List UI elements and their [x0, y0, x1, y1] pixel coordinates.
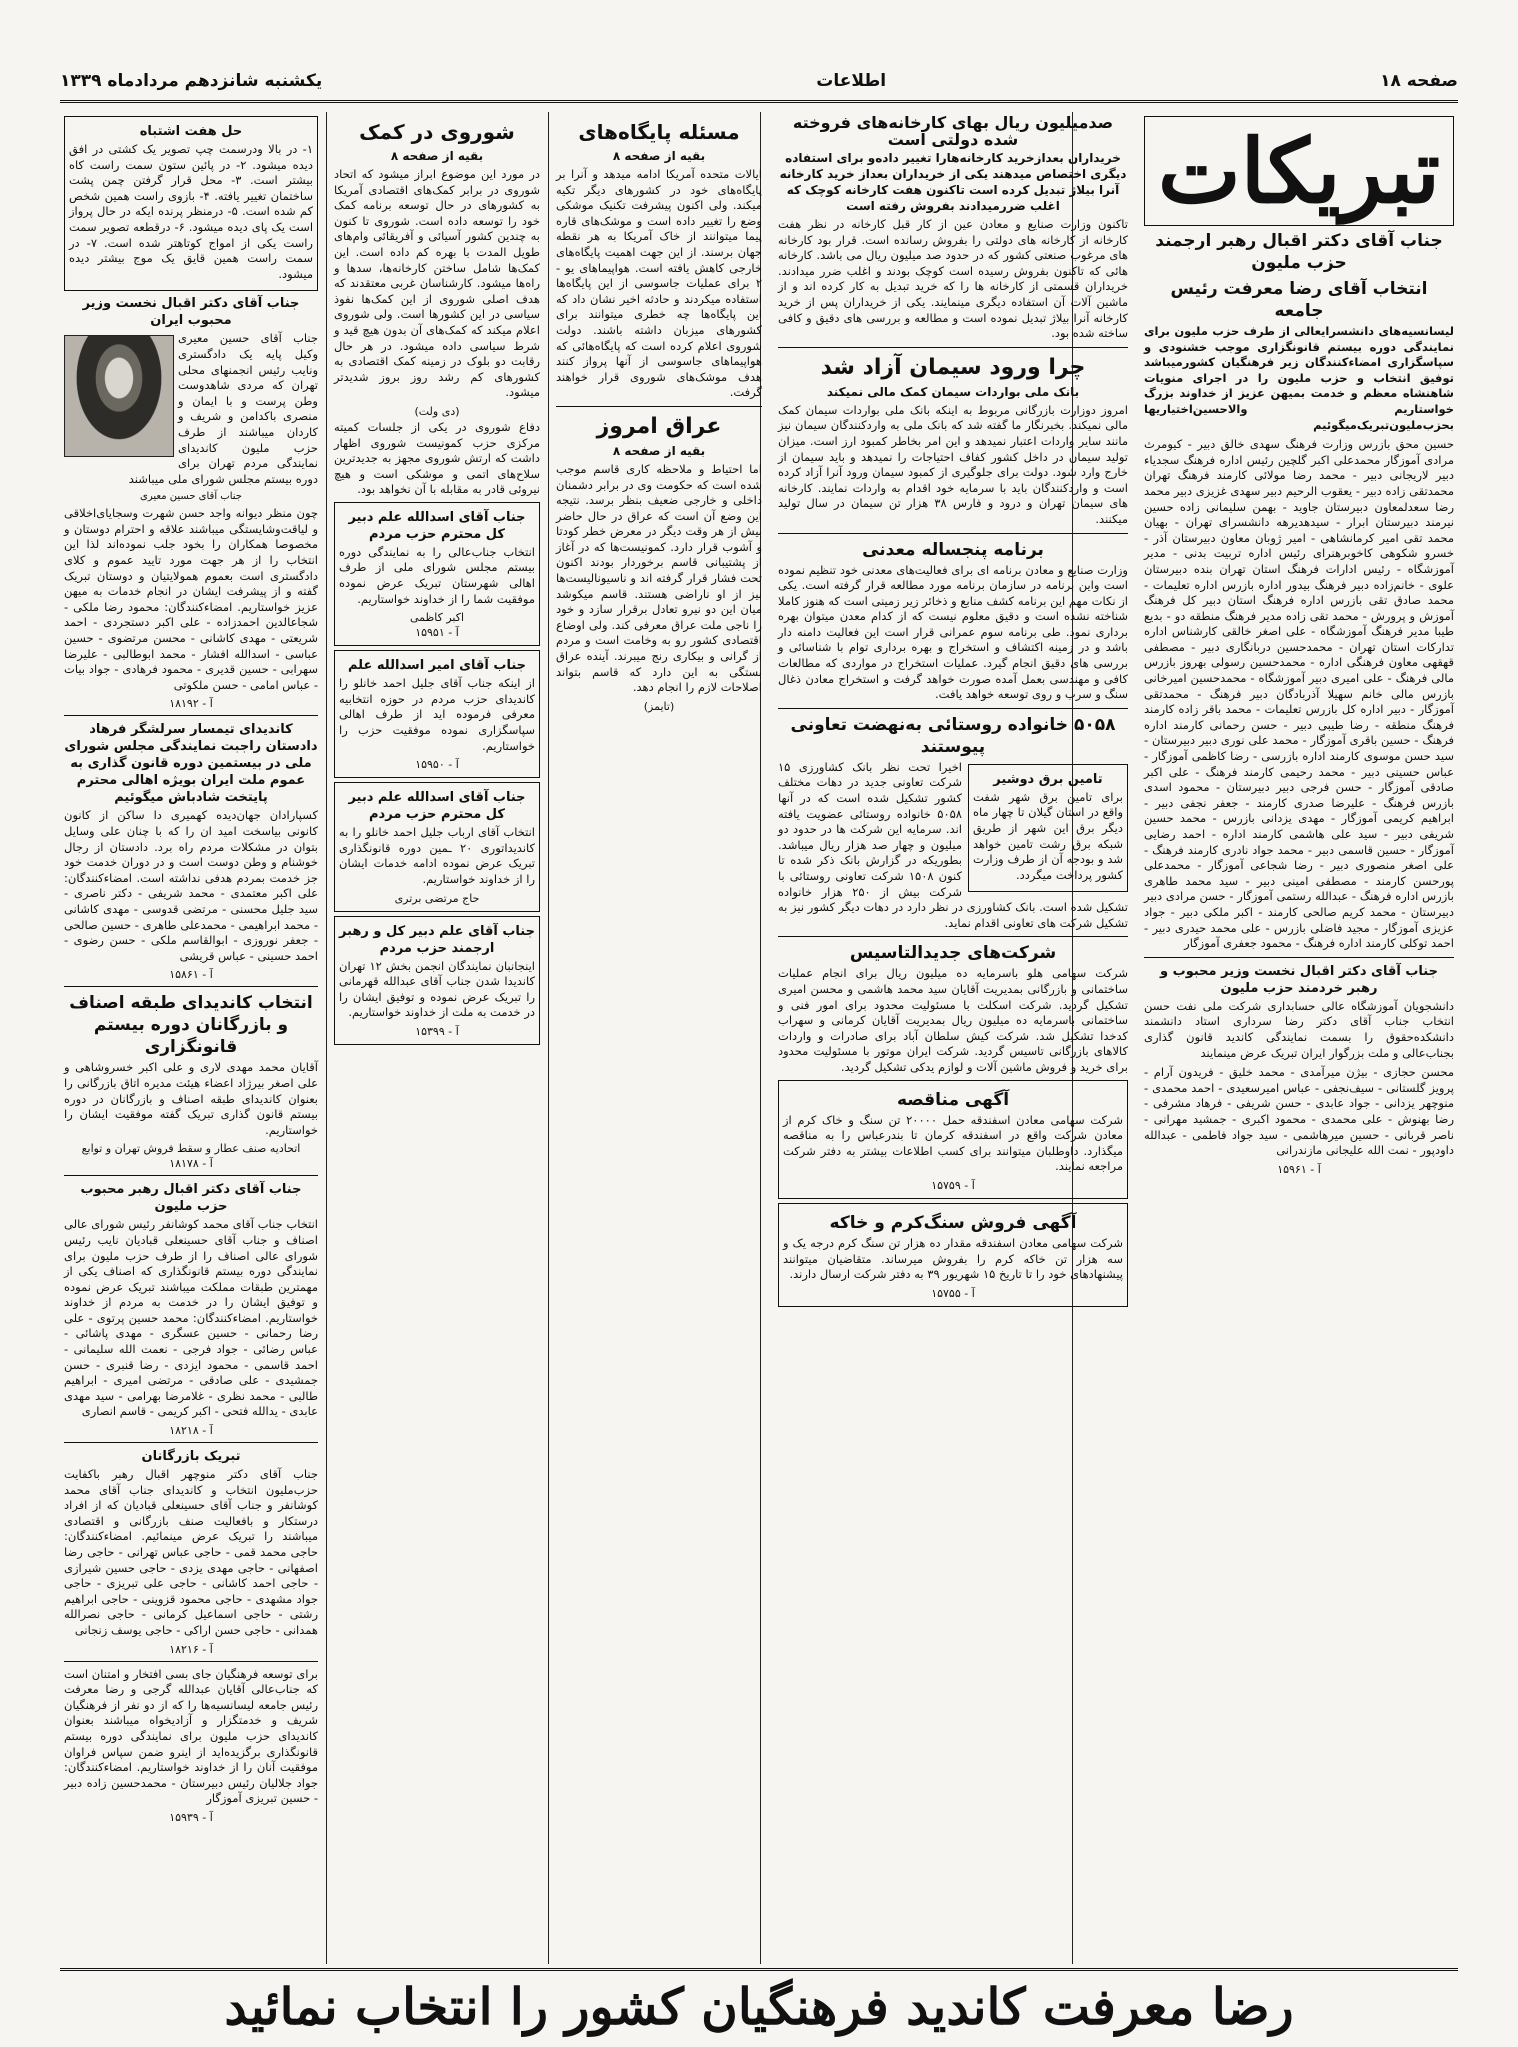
news-box — [968, 764, 1128, 893]
section-rule — [64, 1442, 318, 1443]
section-rule — [64, 986, 318, 987]
article-text: جناب آقای دکتر منوچهر اقبال رهبر باکفایت حزب‌ملیون انتخاب و کاندیدای جناب آقای محمد کوشانفر و جناب آقای حسینعلی قبادیان که از افراد درستکار و بافعالیت صنف بازرگانی و اقتصادی میباشند را تبریک عرض مینمائیم. امضاءکنندگان: حاجی محمد قمی - حاجی عباس تهرانی - حاجی رضا اصفهانی - حاجی مهدی یزدی - حاجی حسین شیرازی - حاجی احمد کاشانی - حاجی علی تبریزی - حاجی جواد مشهدی - حاجی محمود قزوینی - حاجی ابراهیم رشتی - حاجی اسماعیل کرمانی - حاجی نصرالله همدانی - حاجی حسن اراکی - حاجی یوسف زنجانی — [64, 1467, 318, 1637]
box-title: جناب آقای اسدالله علم دبیر کل محترم حزب مردم — [348, 509, 526, 542]
ad-code: آ - ۱۸۱۹۲ — [169, 697, 213, 711]
article-text: دفاع شوروی در یکی از جلسات کمیته مرکزی حزب کمونیست شوروی اظهار داشت که ارتش شوروی مجهز به جدیدترین سلاح‌های اتمی و موشکی است و هیچ نیروئی قادر به مقابله با آن نخواهد بود. — [334, 419, 540, 497]
article-text: چون منظر دیوانه واجد حسن شهرت وسجایای‌اخلاقی و لیاقت‌وشایستگی میباشند علاقه و احترام دوستان و مخصوصا همکاران را بخود جلب نموده‌اند لذا این انتخاب را از هر جهت مورد تایید عموم و کلای دادگستری است بعموم همولایتیان و دوستان تبریک گفته و از پیشرفت ایشان در انجام خدمات به میهن عزیز خواستاریم. امضاءکنندگان: محمود رضا ملکی - شجاعالدین احمدزاده - علی اکبر دستجردی - احمد شریعتی - مهدی کاشانی - محسن مرتضوی - حسین عباسی - اسدالله افشار - محمد ابوطالبی - علیرضا سهرابی - حسین قدیری - محمود فرهادی - جواد بیات - عباس امامی - حسن ملکوتی — [64, 506, 318, 692]
portrait-photo — [64, 335, 174, 457]
column-congratulations — [1140, 112, 1458, 1964]
article-text: در مورد این موضوع ابراز میشود که اتحاد شوروی در برابر کمک‌های اقتصادی آمریکا به کشورهای در حال توسعه برنامه کمک خود را توسعه داده است. شوروی تا کنون به چندین کشور آسیائی و آفریقائی وام‌های طویل المدت با بهره کم داده است. این کمک‌ها شامل ساختن کارخانه‌ها، سدها و راه‌ها میشود. کارشناسان غربی معتقدند که هدف اصلی شوروی از این کمک‌ها نفوذ سیاسی در این کشورها است. ولی شوروی اعلام میکند که کمک‌های آن بدون هیچ قید و شرط سیاسی داده میشود. در هر حال رقابت دو بلوک در زمینه کمک اقتصادی به کشورهای کم رشد روز بروز شدیدتر میشود. — [334, 167, 540, 400]
headline: چرا ورود سیمان آزاد شد — [820, 354, 1086, 380]
ad-code: آ - ۱۵۷۵۹ — [931, 1178, 975, 1192]
ad-title: آگهی مناقصه — [896, 1089, 1010, 1110]
article-text: دانشجویان آموزشگاه عالی حسابداری شرکت ملی نفت حسن انتخاب جناب آقای دکتر رضا سرداری استاد دانشمند دانشکده‌حقوق را بسمت نمایندگی کاندید قانون گذاری بجناب‌عالی و ملت بزرگوار ایران تبریک عرض مینمایند — [1144, 998, 1454, 1060]
article-text: شرکت سهامی هلو باسرمایه ده میلیون ریال برای انجام عملیات ساختمانی و بازرگانی بمدیریت آقایان سید محمد هاشمی و محسن امیری تشکیل گردید. شرکت اسکلت با مسئولیت محدود برای امور فنی و ساختمانی باسرمایه ده میلیون ریال بمدیریت آقایان کرمانی و سهراب کدخدا تشکیل شد. شرکت کیش سلطان آباد برای صادرات و واردات کالاهای بازرگانی تاسیس گردید. شرکت ایران موتور با مسئولیت محدود برای خرید و فروش ماشین آلات و لوازم یدکی تشکیل گردید. — [778, 966, 1128, 1074]
ad-code: آ - ۱۵۳۹۹ — [415, 1024, 459, 1038]
headline: کاندیدای تیمسار سرلشگر فرهاد دادستان راجبت نمایندگی مجلس شورای ملی در بیستمین دوره قانون گذاری به عموم ملت ایران بویژه اهالی محترم پایتخت شادباش میگوئیم — [64, 722, 318, 806]
column-soviet — [330, 112, 544, 1964]
header-rule — [60, 100, 1458, 103]
subheadline: بقیه از صفحه ۸ — [612, 149, 706, 163]
section-rule — [64, 715, 318, 716]
footer-rule — [60, 1968, 1458, 1971]
congrats-box — [334, 916, 540, 1045]
article-text: برای توسعه فرهنگیان جای بسی افتخار و امتنان است که جناب‌عالی آقایان عبدالله گرجی و رضا معرفت رئیس جامعه لیسانسیه‌ها را که از دو نفر از فرهنگیان شریف و خدمتگزار و آزادیخواه میباشند بعنوان کاندیدای حزب ملیون برای نمایندگی دوره بیستم قانونگذاری برگزیده‌اید از اینرو ضمن سپاس فراوان موفقیت آنان را از خداوند خواستاریم. امضاءکنندگان: جواد جلالیان رئیس دبیرستان - محمدحسین زاده دبیر - حسین تبریزی آموزگار — [64, 1666, 318, 1806]
article-text: محسن حجازی - بیژن میرآمدی - محمد خلیق - فریدون آرام - پرویز گلستانی - سیف‌نجفی - عباس امیرسعیدی - احمد محمدی - منوچهر یزدانی - جواد عابدی - حسن شریفی - فرهاد مشرفی - رضا بهنوش - علی محمدی - محمود اکبری - جمشید مهرانی - ناصر قربانی - حسین میرهاشمی - سید جواد فاطمی - عبدالله داودپور - نمت الله علیجانی مازندرانی — [1144, 1065, 1454, 1158]
subheadline: بقیه از صفحه ۸ — [390, 149, 484, 163]
ad-code: آ - ۱۸۲۱۸ — [169, 1424, 213, 1438]
box-text: ۱- در بالا ودرسمت چپ تصویر یک کشتی در افق دیده میشود. ۲- در پائین ستون سمت راست کاه بیشتر است. ۳- محل قرار گرفتن چمن پشت ساختمان تغییر یافته. ۴- بازوی راست همین شخص کم شده است. ۵- درمنظر پرنده ایکه در حال پرواز است یک پای دیده میشود. ۶- درقطعه تصویر سمت راست یکی از امواج کوتاهتر شده است. ۷- در سمت راست همین قایق یک موج بیشتر دیده میشود. — [69, 142, 314, 281]
ad-text: شرکت سهامی معادن اسفندقه حمل ۲۰۰۰۰ تن سنگ و خاک کرم از معادن شرکت واقع در اسفندقه کرمان تا بندرعباس را به مناقصه میگذارد. داوطلبان میتوانند برای کسب اطلاعات بیشتر به دفتر شرکت مراجعه نمایند. — [783, 1112, 1123, 1174]
article-text: انتخاب جناب آقای محمد کوشانفر رئیس شورای عالی اصناف و جناب آقای حسینعلی قبادیان نایب رئیس شورای عالی اصناف را از طرف حزب ملیون برای نمایندگی دوره بیستم قانونگذاری که اصناف یکی از مهمترین طبقات مملکت میباشند تبریک عرض نموده و توفیق ایشان را در خدمت به مردم از خداوند خواستاریم. امضاءکنندگان: محمد حسین پرتوی - علی رضا رحمانی - حسین عسگری - مهدی پاشائی - عباس رضائی - جواد فرجی - نعمت الله سلیمانی - احمد قاسمی - محمود ایزدی - رضا قنبری - حسن جمشیدی - علی صادقی - مرتضی امیری - ابراهیم طالبی - محمد نظری - غلامرضا بهرامی - سید مهدی عابدی - یدالله فتحی - اکبر کریمی - قاسم انصاری — [64, 1217, 318, 1419]
headline: ۵۰۵۸ خانواده روستائی به‌نهضت تعاونی پیوستند — [790, 714, 1116, 757]
box-signature: حاج مرتضی برتری — [394, 891, 480, 905]
ad-code: آ - ۱۵۹۵۱ — [415, 626, 459, 640]
box-text: انتخاب جناب‌عالی را به نمایندگی دوره بیستم مجلس شورای ملی از طرف اهالی شهرستان تبریک عرض نموده موفقیت شما را از خداوند خواستاریم. — [339, 544, 535, 606]
headline: جناب آقای دکتر اقبال رهبر محبوب حزب ملیون — [80, 1182, 302, 1215]
source-credit: (دی ولت) — [414, 404, 460, 418]
photo-caption: جناب آقای حسین معیری — [140, 491, 242, 503]
ad-code: آ - ۱۵۷۵۵ — [931, 1286, 975, 1300]
box-text: از اینکه جناب آقای جلیل احمد خانلو را کاندیدای حزب مردم در حوزه انتخابیه معرفی فرموده اید از طرف اهالی سپاسگزاری نموده موفقیت حزب را خواستاریم. — [339, 676, 535, 753]
box-title: جناب آقای امیر اسدالله علم — [347, 658, 527, 674]
advertisement — [778, 1203, 1128, 1307]
paper-name: اطلاعات — [816, 71, 887, 91]
column-bases — [552, 112, 766, 1964]
section-rule — [778, 533, 1128, 534]
headline: برنامه پنجساله معدنی — [862, 539, 1044, 560]
subheadline: بانک ملی بواردات سیمان کمک مالی نمیکند — [826, 384, 1080, 399]
box-title: جناب آقای علم دبیر کل و رهبر ارجمند حزب مردم — [338, 923, 535, 956]
box-signature: اکبر کاظمی — [409, 611, 465, 625]
headline: عراق امروز — [596, 413, 722, 439]
ad-code: آ - ۱۵۹۶۱ — [1277, 1162, 1321, 1176]
article-text: تاکنون وزارت صنایع و معادن عین از کار قبل کارخانه در نظر هفت کارخانه از کارخانه های دولتی را بفروش رسانده است. قرار بود کارخانه های مرغوب صنعتی کشور که در حدود صد میلیون ریال می باشد. کارخانه هائی که تاکنون بفروش رسیده است کوچک بودند و اغلب ضرر میدادند. خریداران قسمتی از کارخانه ها را که خرید تبدیل به کار کرده اند و از ماشین آلات آن استفاده دیگری مینمایند. یکی از خریداران پس از خرید کارخانه آنرا بیلاژ تبدیل نموده است و مطالعه و بررسی های دقیق و کافی ساخته شده بود. — [778, 217, 1128, 341]
article-text: آقایان محمد مهدی لاری و علی اکبر خسروشاهی و علی اصغر بیرژاد اعضاء هیئت مدیره اتاق بازرگانی را بعنوان کاندیدای طبقه اصناف و بازرگانان در دوره بیستم قانون گذاری تبریک گفته موفقیت ایشان را خواستاریم. — [64, 1060, 318, 1137]
headline: مسئله پایگاه‌های — [578, 120, 740, 144]
article-text: جناب آقای حسین معیری وکیل پایه یک دادگستری ونایب رئیس انجمنهای محلی تهران که مردی شاهدوست وطن پرست و با ایمان و منصری باکدامن و شریف و کاردان میباشند از طرف حزب ملیون کاندیدای نمایندگی مردم تهران برای دوره بیستم مجلس شورای ملی میباشند — [128, 331, 318, 486]
box-text: برای تامین برق شهر شفت واقع در استان گیلان تا چهار ماه دیگر برق این شهر از طریق شبکه برق رشت تامین خواهد شد و بودجه آن از طرف وزارت کشور پرداخت میگردد. — [973, 789, 1123, 882]
headline: صدمیلیون ریال بهای کارخانه‌های فروخته شده دولتی است — [792, 113, 1114, 149]
page-header — [60, 70, 1458, 92]
page-number: صفحه ۱۸ — [1380, 71, 1458, 91]
ad-code: آ - ۱۵۹۳۹ — [169, 1810, 213, 1824]
ad-code: آ - ۱۸۱۷۸ — [169, 1157, 213, 1171]
headline: شرکت‌های جدیدالتاسیس — [849, 943, 1057, 964]
source-credit: (تایمز) — [643, 699, 675, 713]
headline: جناب آقای دکتر اقبال رهبر ارجمند حزب ملیون — [1155, 231, 1443, 273]
headline: جناب آقای دکتر اقبال نخست وزیر محبوب ایران — [82, 296, 300, 329]
box-title: تامین برق دوشیر — [993, 771, 1103, 787]
ad-text: شرکت سهامی معادن اسفندقه مقدار ده هزار تن سنگ کرم درجه یک و سه هزار تن خاکه کرم را بفروش میرساند. متقاضیان میتوانند پیشنهادهای خود را تا تاریخ ۱۵ شهریور ۳۹ به دفتر شرکت ارسال دارند. — [783, 1235, 1123, 1282]
article-text: اخیرا تحت نظر بانک کشاورزی ۱۵ شرکت تعاونی جدید در دهات مختلف کشور تشکیل شده است که در آنها ۵۰۵۸ خانواده روستائی عضویت یافته اند. سرمایه این شرکت ها در حدود دو میلیون و چهار صد هزار ریال میباشد. بطوریکه در گزارش بانک ذکر شده تا کنون ۱۵۰۸ شرکت تعاونی روستائی با شرکت بیش از ۲۵۰ هزار خانواده تشکیل شده است. بانک کشاورزی در نظر دارد در دهات دیگر کشور نیز به تشکیل شرکت های تعاونی اقدام نماید. — [778, 759, 1128, 930]
article-text: وزارت صنایع و معادن برنامه ای برای فعالیت‌های معدنی خود تنظیم نموده است واین برنامه در سازمان برنامه مورد مطالعه قرار گرفته است. یکی از نکات مهم این برنامه کشف منابع و ذخائر زیر زمینی است که هنوز کاملا شناخته نشده است و دقیق معلوم نیست که از کدام معدن میتوان بهره برداری نمود. طی برنامه سوم عمرانی قرار است این فعالیت دامنه دار باشد و در زمینه اکتشاف و استخراج و بهره برداری توام با شناسائی و بررسی های دقیق انجام گیرد. عملیات استخراج در مواردی که مطالعات کافی و مهندسی بعمل آمده صورت خواهد گرفت و استخراج معادن ذغال سنگ و سرب و روی توسعه خواهد یافت. — [778, 562, 1128, 702]
ad-code: آ - ۱۵۹۵۰ — [415, 758, 459, 772]
article-text: لیسانسیه‌های دانشسرایعالی از طرف حزب ملیون برای نمایندگی دوره بیستم قانونگزاری موجب خشنودی و سپاسگزاری امضاءکنندگان زیر فرهنگیان کشورمیباشد توفیق انتخاب و حزب ملیون را در اجرای منویات شاهنشاه معظم و خدمت بمیهن عزیز از خداوند بزرگ خواستاریم والاحسین‌اختیاریها بحزب‌ملیون‌تبریک‌میگوئیم — [1144, 324, 1454, 432]
section-rule — [778, 936, 1128, 937]
subheadline: بقیه از صفحه ۸ — [612, 443, 706, 458]
column-economy — [774, 112, 1132, 1964]
box-title: حل هفت اشتباه — [139, 124, 243, 139]
bottom-banner: رضا معرفت کاندید فرهنگیان کشور را انتخاب نمائید — [224, 1977, 1294, 2036]
box-text: اینجانبان نمایندگان انجمن بخش ۱۲ تهران کاندیدا شدن جناب آقای عبدالله قهرمانی را تبریک عرض نموده و توفیق ایشان را در خدمت به ملت از خداوند خواستاریم. — [339, 958, 535, 1020]
puzzle-solution-box — [64, 116, 318, 291]
headline: شوروی در کمک — [359, 120, 515, 144]
article-text: امروز دوزارت بازرگانی مربوط به اینکه بانک ملی بواردات سیمان کمک مالی نمیکند. بخبرنگار ما گفته شد که بانک ملی به واردکنندگان سیمان نیز مانند سایر واردات اعتبار نمیدهد و این امر بخاطر کمبود ارز است. میزان تولید سیمان در داخل کشور کفاف احتیاجات را نمیدهد و باید سیمان از خارج وارد شود. دولت برای جلوگیری از کمبود سیمان ورود آنرا آزاد کرده است و واردکنندگان باید با سرمایه خود اقدام به واردات نمایند. کارخانه های سیمان تهران و درود و فارس ۳۸ هزار تن سیمان در سال تولید میکنند. — [778, 402, 1128, 526]
box-text: انتخاب آقای ارباب جلیل احمد خانلو را به کاندیداتوری ۲۰ ـمین دوره قانونگذاری تبریک عرض نموده ادامه خدمات ایشان را از خداوند خواستاریم. — [339, 825, 535, 886]
article-text: اما احتیاط و ملاحظه کاری قاسم موجب شده است که حکومت وی در برابر دشمنان داخلی و خارجی ضعیف بنظر برسد. نتیجه این وضع آن است که عراق در حال حاضر بیش از هر وقت دیگر در معرض خطر کودتا و آشوب قرار دارد. کمونیست‌ها که در آغاز از پشتیبانی قاسم برخوردار بودند اکنون تحت فشار قرار گرفته اند و ناسیونالیست‌ها نیز از او ناراضی هستند. قاسم میکوشد میان این دو نیرو تعادل برقرار سازد و خود را ناجی ملت عراق معرفی کند. ولی اوضاع اقتصادی کشور رو به وخامت است و مردم از گرانی و بیکاری رنج میبرند. آینده عراق بستگی به این دارد که قاسم بتواند اصلاحات لازم را انجام دهد. — [556, 461, 762, 695]
signature: اتحادیه صنف عطار و سقط فروش تهران و توابع — [81, 1142, 301, 1156]
column-announcements — [60, 112, 322, 1964]
congrats-box — [334, 502, 540, 646]
article-text: کسپارادان جهان‌دیده کهمیری دا ساکن از کانون کانونی بیاسخت امید ان را که با چنان علی وسایل بتوان در مشکلات مردم راه برد. دادستان از رجال خوشنام و وطن دوست است و در دوران خدمت خود جز خدمت بمردم هدفی نداشته است. امضاءکنندگان: علی اکبر معتمدی - محمد شریفی - دکتر ناصری - سید جلیل محسنی - مرتضی قدوسی - مهدی کاشانی - محمد ابراهیمی - محمدعلی طاهری - حسین صالحی - جعفر نوروزی - ابوالقاسم ملکی - حسن رضوی - احمد حسینی - عباس قریشی — [64, 808, 318, 963]
article-text: حسین محق بازرس وزارت فرهنگ سهدی خالق دبیر - کیومرث مرادی آموزگار محمدعلی اکبر گلچین رئیس اداره فرهنگ سجدیاء دبیر لاریجانی دبیر - محمد رضا مولائی کارمند فرهنگ تهران محمدتقی زاده دبیر - یعقوب الرحیم دبیر سهدی غزیزی دبیر محمد رضا سعدلمعاون دبیرستان جاوید - بهمن سلیمانی زاده حسین نیرمند دبیرستان ابرار - سیدهدیرهه دانشسرای تهران - بهیان محمد تقی امیر کرمانشاهی - امیر ژوبان معاون دبیرستان آذر - خسرو شکوهی کاخوبرهنرای رئیس اداره تربیت بدنی - مدیر آموزشگاه - رئیس ادارات فرهنگ استان تهران بنده دبیرستان علوی - خانم‌زاده دبیر فرهنگ بیدور اداره بازرس اداره تعلیمات - محمد صادق تقی بازرس اداره فرهنگ استان دبیر کل فرهنگ آموزش و پرورش - محمد تقی زاده مدیر فرهنگ منطقه دو - بدیع طیبا مدیر فرهنگ آموزشگاه - علی اصغر خالقی کارشناس اداره تدارکات استان تهران - محمدحسین دربانگاری دبیر - مصطفی قهقهی معاون فرهنگی اداره - محمدحسین رسولی بهروز بازرس مالی فرهنگ - علی امیری دبیر آموزشگاه - محمدحسین امیرخانی بازرس مالی خانم سهیلا آذربادگان دبیر فرهنگ - محمدتقی آموزگار - دبیر اداره کل بازرس تعلیمات - محمد باقر زاده کارمند فرهنگ منطقه - رضا طیبی دبیر - حسن رحمانی کارمند اداره فرهنگ - حسین باقری آموزگار - محمد علی نوری دبیر دبیرستان - سید حسن موسوی کارمند اداره بازرسی - رضا کاظمی آموزگار - عباس حسینی دبیر - محمد رحیمی کارمند فرهنگ - علی اکبر صادقی آموزگار - حسن فرجی دبیر دبیرستان - محمود اسدی بازرس فرهنگ - علیرضا صدری کارمند - جعفر نجفی دبیر - ابراهیم کریمی آموزگار - مهدی یزدانی بازرس - محمد حسین شریفی دبیر - سید علی هاشمی کارمند اداره - احمد رضایی آموزگار - حسین قاسمی دبیر - محمد جواد نادری کارمند فرهنگ - علی اصغر منصوری دبیر - رضا شجاعی آموزگار - محمدعلی پورحسن کارمند - مصطفی امینی دبیر - سید محمد طاهری بازرس اداره فرهنگ - عبدالله رستمی آموزگار - حسن مرادی دبیر دبیرستان - محمد کریم صالحی کارمند - اکبر ملکی دبیر - جواد عزیزی آموزگار - مجید فاضلی بازرس - علی محمد حیدری دبیر - احمد توکلی کارمند اداره فرهنگ - محمود جعفری آموزگار — [1144, 437, 1454, 951]
headline: جناب آقای دکتر اقبال نخست وزیر محبوب و رهبر خردمند حزب ملیون — [1160, 963, 1438, 996]
issue-date: یکشنبه شانزدهم مردادماه ۱۳۳۹ — [60, 71, 323, 91]
article-text: ایالات متحده آمریکا ادامه میدهد و آنرا بر پایگاه‌های خود در کشورهای دیگر تکیه میکند. ولی اکنون پیشرفت تکنیک موشکی وضع را تغییر داده است و موشک‌های قاره پیما میتوانند از خاک آمریکا به هر نقطه جهان برسند. از این جهت اهمیت پایگاه‌های خارجی کاهش یافته است. هواپیماهای یو - ۲ برای عملیات جاسوسی از این پایگاه‌ها استفاده میکردند و حادثه اخیر نشان داد که این پایگاه‌ها چه خطری میتوانند برای کشورهای میزبان داشته باشند. دولت شوروی اعلام کرده است که پایگاه‌هائی که هواپیماهای جاسوسی از آنها پرواز کنند هدف موشک‌های شوروی قرار خواهند گرفت. — [556, 167, 762, 400]
section-rule — [64, 1661, 318, 1662]
section-rule — [778, 347, 1128, 348]
column-divider — [548, 112, 549, 1964]
column-divider — [326, 112, 327, 1964]
congrats-box — [334, 782, 540, 911]
congrats-box — [334, 650, 540, 778]
ad-code: آ - ۱۵۸۶۱ — [169, 968, 213, 982]
headline: انتخاب آقای رضا معرفت رئیس جامعه — [1170, 279, 1428, 321]
section-rule — [556, 406, 762, 407]
section-rule — [64, 1175, 318, 1176]
advertisement — [778, 1080, 1128, 1199]
ad-code: آ - ۱۸۲۱۶ — [169, 1642, 213, 1656]
masthead-tabrikat: تبریکات — [1144, 116, 1454, 226]
headline: انتخاب کاندیدای طبقه اصناف و بازرگانان دوره بیستم قانونگزاری — [69, 993, 313, 1058]
section-rule — [778, 708, 1128, 709]
subheadline: خریداران بعدازخرید کارخانه‌هارا تغییر داده‌و برای استفاده دیگری اختصاص میدهند یکی از خریداران بعداز خرید کارخانه آنرا بیلاژ تبدیل کرده است تاکنون هفت کارخانه کوچک که اغلب ضررمیدادند بفروش رفته است — [779, 151, 1127, 213]
section-rule — [1144, 957, 1454, 958]
headline: تبریک بازرگانان — [141, 1449, 241, 1465]
ad-title: آگهی فروش سنگ‌کرم و خاکه — [829, 1212, 1077, 1233]
box-title: جناب آقای اسدالله علم دبیر کل محترم حزب مردم — [348, 790, 526, 823]
